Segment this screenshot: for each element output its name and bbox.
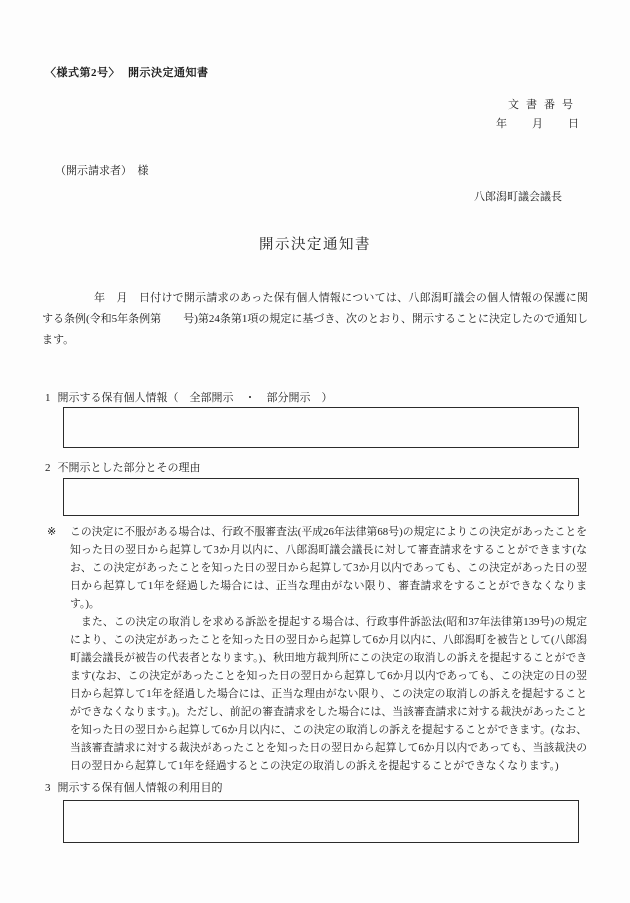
- form-name-label: 開示決定通知書: [128, 67, 209, 79]
- section-3-header: [45, 779, 223, 795]
- form-number-header: [45, 64, 209, 80]
- section-3-entry-box[interactable]: [63, 800, 579, 843]
- document-title: 開示決定通知書: [259, 237, 371, 253]
- section-1-entry-box[interactable]: [63, 407, 579, 448]
- section-2-entry-box[interactable]: [63, 478, 579, 516]
- note-paragraph-1: この決定に不服がある場合は、行政不服審査法(平成26年法律第68号)の規定によりこの決定があったことを知った日の翌日から起算して3か月以内に、八郎潟町議会議長に対して審査請求をすることができます(なお、この決定があったことを知った日の翌日から起算して3か月以内であっても、この決定があった日の翌日から起算して1年を経過した場合には、正当な理由がない限り、審査請求をすることができなくなります。)。: [70, 526, 587, 610]
- section-1-header: [45, 389, 333, 405]
- notification-body-paragraph: 年 月 日付けで開示請求のあった保有個人情報については、八郎潟町議会の個人情報の保護に関する条例(令和5年条例第 号)第24条第1項の規定に基づき、次のとおり、開示することに決定したので通知します。: [42, 292, 588, 346]
- section-1-label: 開示する保有個人情報（ 全部開示 ・ 部分開示 ）: [57, 392, 333, 404]
- sender-title: 八郎潟町議会議長: [474, 191, 562, 203]
- document-number-label: 文書番号: [508, 99, 580, 111]
- section-3-number: 3: [45, 782, 51, 794]
- note-reference-mark: ※: [47, 526, 57, 538]
- addressee-line: （開示請求者） 様: [55, 165, 149, 177]
- form-number-label: 〈様式第2号〉: [45, 67, 120, 79]
- section-2-header: [45, 459, 201, 475]
- appeal-instructions-note: [47, 523, 587, 775]
- date-placeholder: 年 月 日: [496, 118, 580, 130]
- section-2-label: 不開示とした部分とその理由: [57, 462, 201, 474]
- section-3-label: 開示する保有個人情報の利用目的: [57, 782, 223, 794]
- section-1-number: 1: [45, 392, 51, 404]
- note-paragraph-2: また、この決定の取消しを求める訴訟を提起する場合は、行政事件訴訟法(昭和37年法律第139号)の規定により、この決定があったことを知った日の翌日から起算して6か月以内に、八郎潟町を被告として(八郎潟町議会議長が被告の代表者となります。)、秋田地方裁判所にこの決定の取消しの訴えを提起することができます(なお、この決定があったことを知った日の翌日から起算して6か月以内であっても、この決定の日の翌日から起算して1年を経過した場合には、正当な理由がない限り、この決定の取消しの訴えを提起することができなくなります。)。ただし、前記の審査請求をした場合には、当該審査請求に対する裁決があったことを知った日の翌日から起算して6か月以内に、この決定の取消しの訴えを提起することができます。(なお、当該審査請求に対する裁決があったことを知った日の翌日から起算して6か月以内であっても、当該裁決の日の翌日から起算して1年を経過するとこの決定の取消しの訴えを提起することができなくなります。): [70, 616, 587, 772]
- section-2-number: 2: [45, 462, 51, 474]
